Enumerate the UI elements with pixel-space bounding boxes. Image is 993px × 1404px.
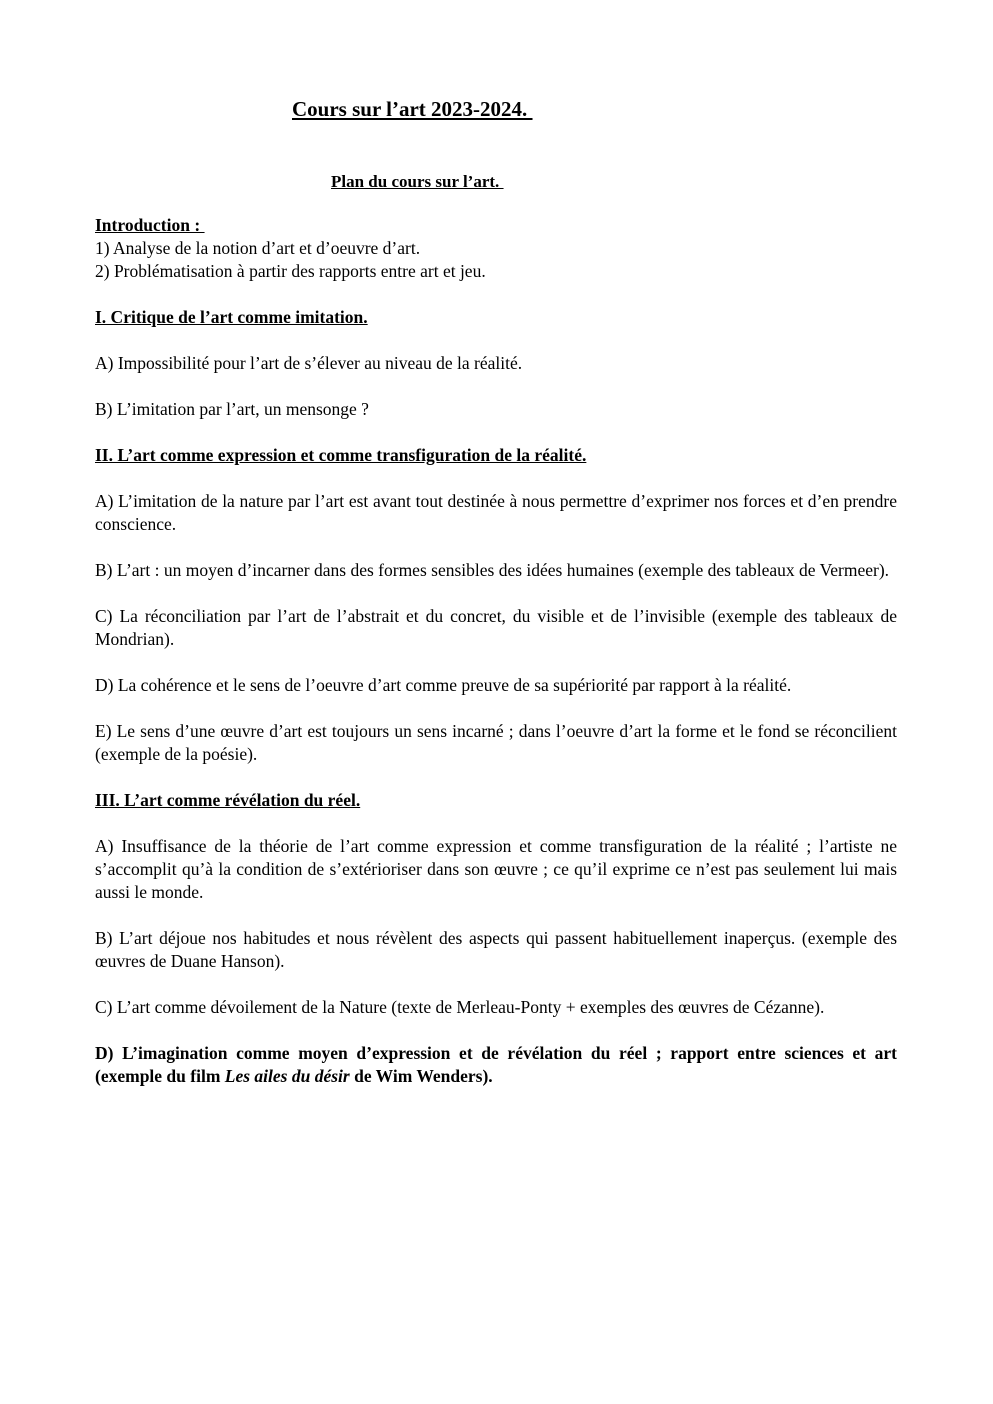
section-1-item-a: A) Impossibilité pour l’art de s’élever au niveau de la réalité. (95, 353, 523, 373)
section-3-item-d-end: de Wim Wenders). (349, 1066, 493, 1086)
document-body (95, 214, 897, 1111)
document-subtitle: Plan du cours sur l’art. (331, 172, 504, 191)
section-2-item-a: A) L’imitation de la nature par l’art est avant tout destinée à nous permettre d’exprimer nos forces et d’en prendre conscience. (95, 491, 897, 534)
introduction-heading: Introduction : (95, 215, 205, 235)
introduction-item: 2) Problématisation à partir des rapports entre art et jeu. (95, 261, 486, 281)
section-1-item-b: B) L’imitation par l’art, un mensonge ? (95, 399, 369, 419)
section-3-item-b: B) L’art déjoue nos habitudes et nous révèlent des aspects qui passent habituellement inaperçus. (exemple des œuvres de Duane Hanson). (95, 928, 897, 971)
section-3-item-a: A) Insuffisance de la théorie de l’art comme expression et comme transfiguration de la réalité ; l’artiste ne s’accomplit qu’à la condition de s’extérioriser dans son œuvre ; ce qu’il exprime ce n’est pas seulement lui mais aussi le monde. (95, 836, 897, 902)
film-title: Les ailes du désir (224, 1066, 350, 1086)
section-2-item-c: C) La réconciliation par l’art de l’abstrait et du concret, du visible et de l’invisible (exemple des tableaux de Mondrian). (95, 606, 897, 649)
section-2-item-e: E) Le sens d’une œuvre d’art est toujours un sens incarné ; dans l’oeuvre d’art la forme et le fond se réconcilient (exemple de la poésie). (95, 721, 897, 764)
section-2-item-d: D) La cohérence et le sens de l’oeuvre d’art comme preuve de sa supériorité par rapport à la réalité. (95, 675, 792, 695)
section-3-item-d (95, 1042, 897, 1088)
section-2-heading: II. L’art comme expression et comme transfiguration de la réalité. (95, 445, 587, 465)
section-3-item-d-text: D) L’imagination comme moyen d’expression et de révélation du réel ; rapport entre sciences et art (exemple du film (95, 1043, 897, 1086)
section-2-item-b: B) L’art : un moyen d’incarner dans des formes sensibles des idées humaines (exemple des tableaux de Vermeer). (95, 560, 890, 580)
section-3-heading: III. L’art comme révélation du réel. (95, 790, 361, 810)
section-1-heading: I. Critique de l’art comme imitation. (95, 307, 368, 327)
document-title: Cours sur l’art 2023-2024. (292, 97, 533, 121)
section-3-item-c: C) L’art comme dévoilement de la Nature (texte de Merleau-Ponty + exemples des œuvres de Cézanne). (95, 997, 825, 1017)
introduction-item: 1) Analyse de la notion d’art et d’oeuvre d’art. (95, 238, 421, 258)
